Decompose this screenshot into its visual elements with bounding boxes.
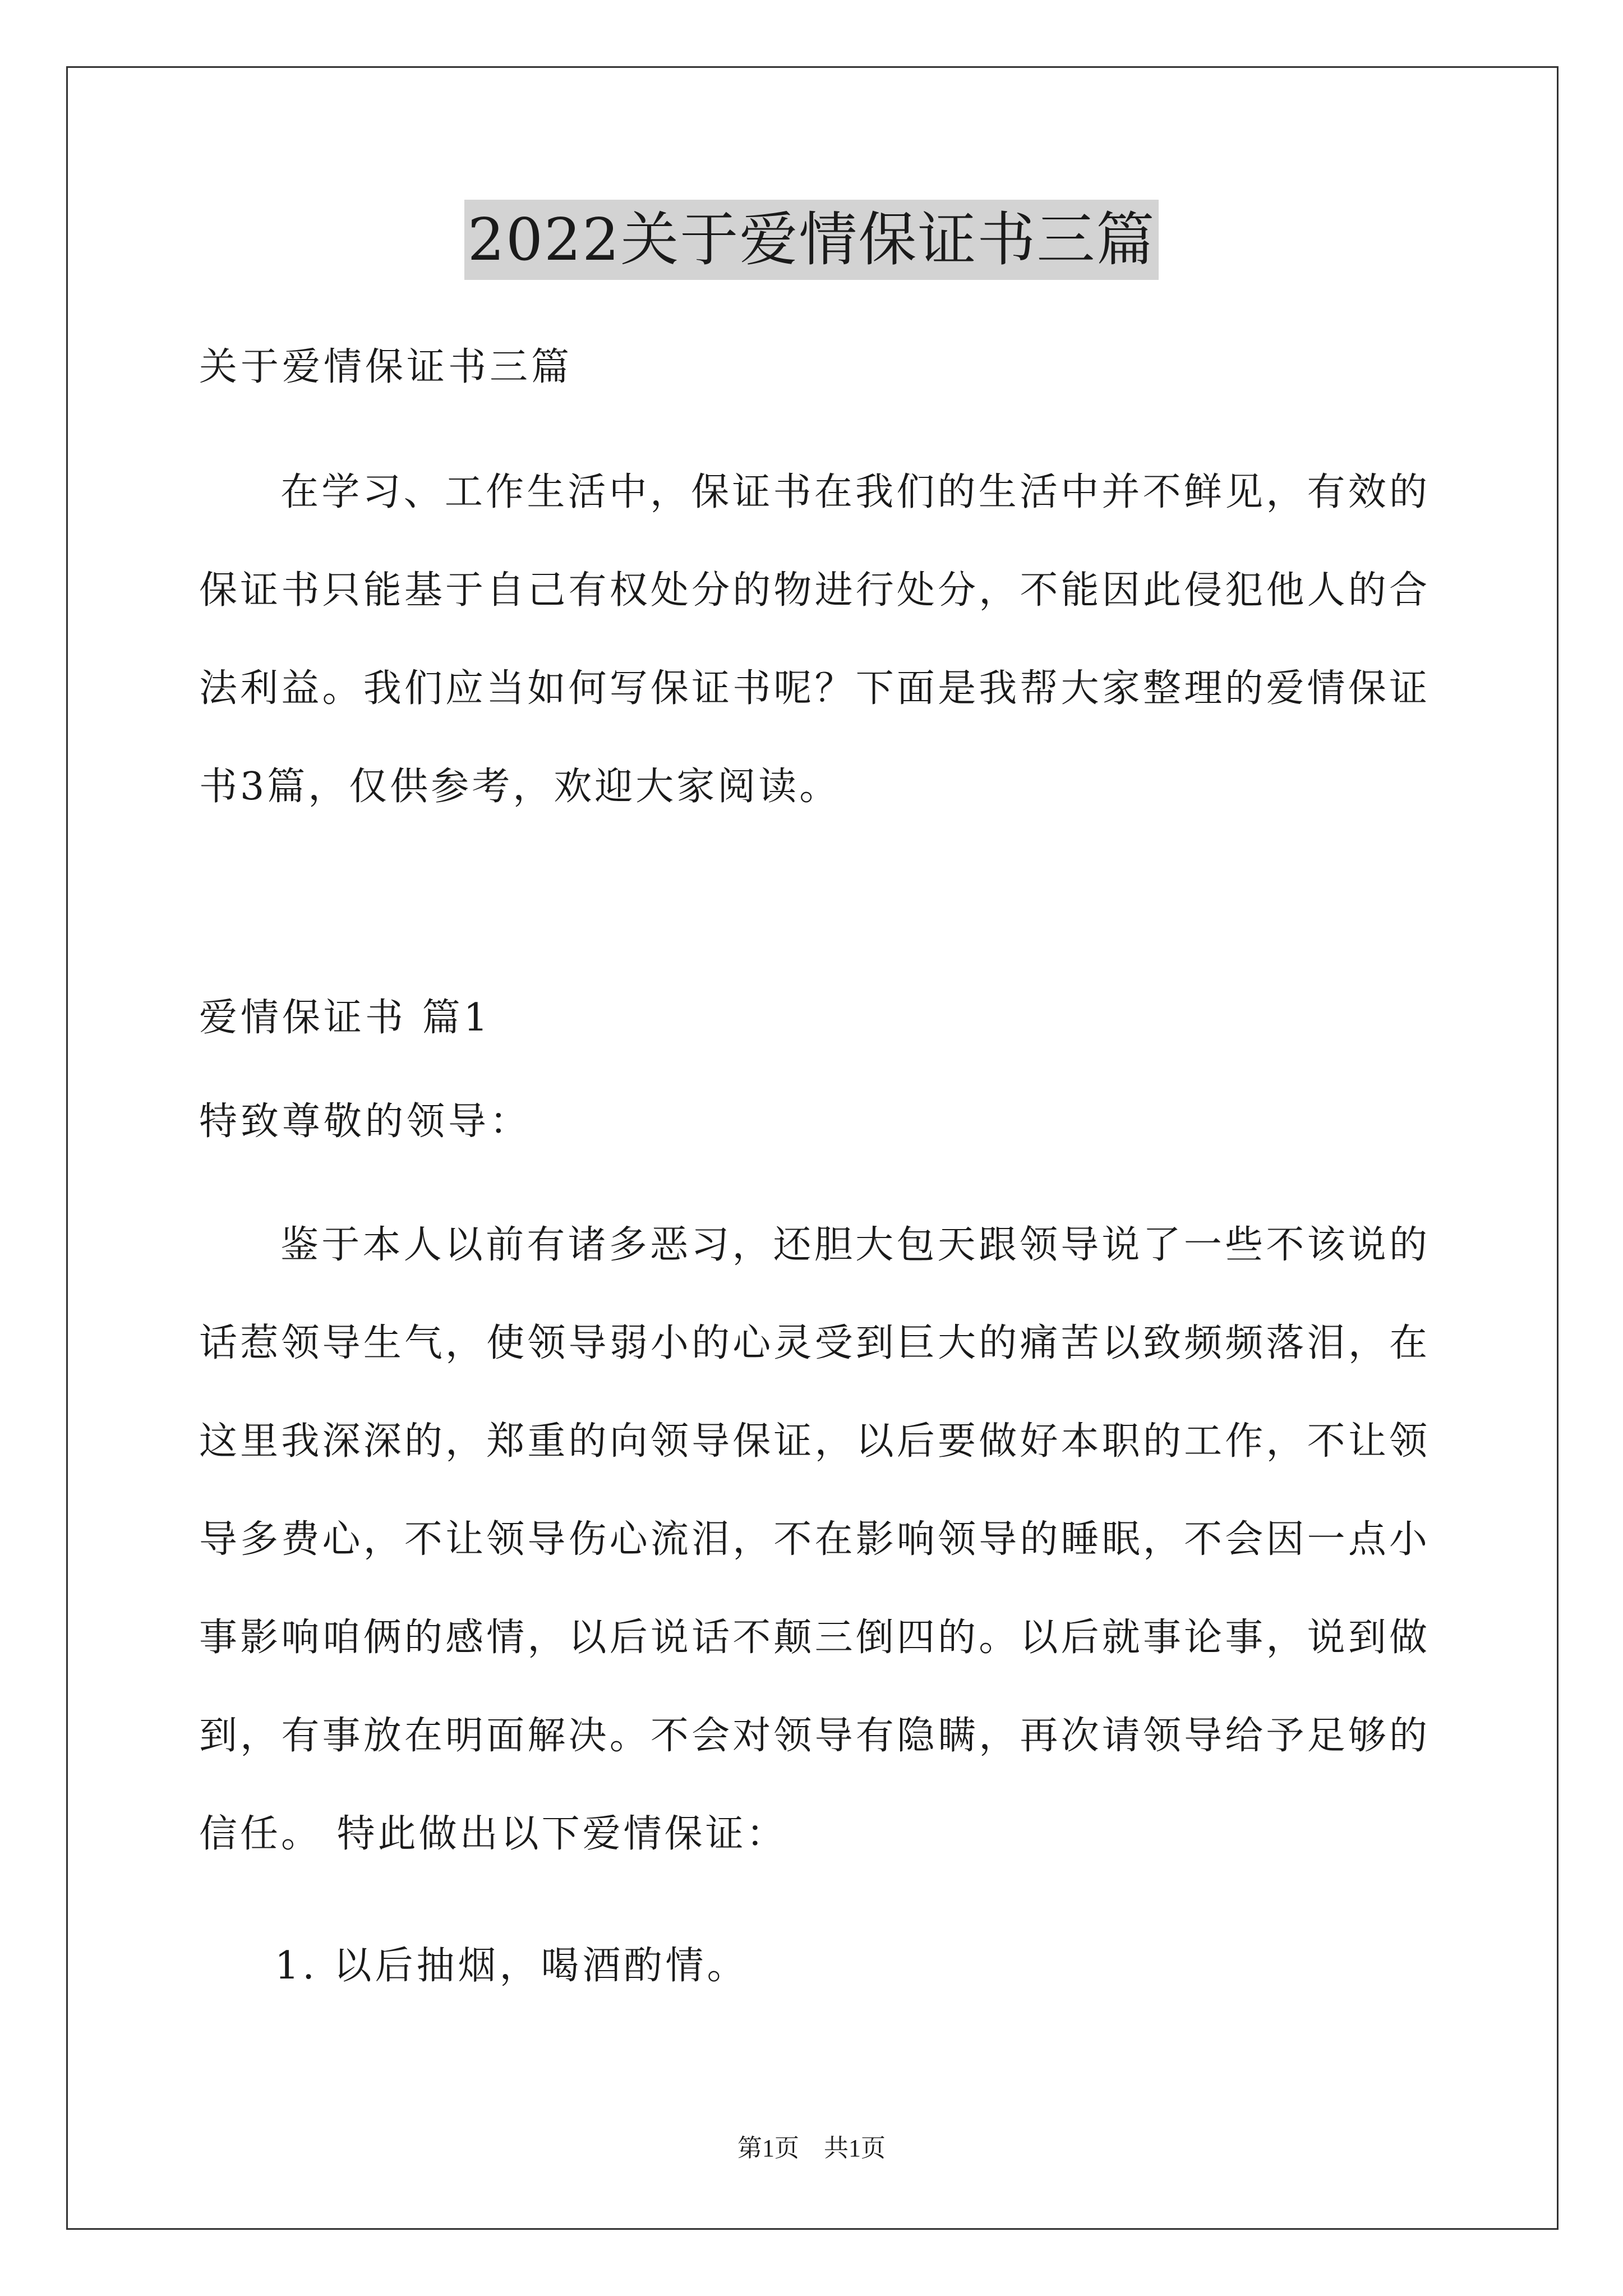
body-paragraph: 鉴于本人以前有诸多恶习，还胆大包天跟领导说了一些不该说的话惹领导生气，使领导弱小的心灵受到巨大的痛苦以致频频落泪，在这里我深深的，郑重的向领导保证，以后要做好本职的工作，不让领导多费心，不让领导伤心流泪，不在影响领导的睡眠，不会因一点小事影响咱俩的感情，以后说话不颠三倒四的。以后就事论事，说到做到，有事放在明面解决。不会对领导有隐瞒，再次请领导给予足够的信任。 特此做出以下爱情保证： (199, 1223, 1430, 1856)
document-title: 2022关于爱情保证书三篇 (464, 200, 1159, 280)
page-footer: 第1页 共1页 (737, 2134, 886, 2162)
list-item: 1. 以后抽烟，喝酒酌情。 (275, 1944, 749, 1988)
intro-paragraph: 在学习、工作生活中，保证书在我们的生活中并不鲜见，有效的保证书只能基于自己有权处分的物进行处分，不能因此侵犯他人的合法利益。我们应当如何写保证书呢？下面是我帮大家整理的爱情保证书3篇，仅供参考，欢迎大家阅读。 (199, 470, 1430, 809)
salutation: 特致尊敬的领导： (199, 1099, 532, 1144)
title-container (0, 200, 1623, 280)
section-heading: 爱情保证书 篇1 (199, 996, 491, 1040)
document-subtitle: 关于爱情保证书三篇 (199, 345, 573, 389)
